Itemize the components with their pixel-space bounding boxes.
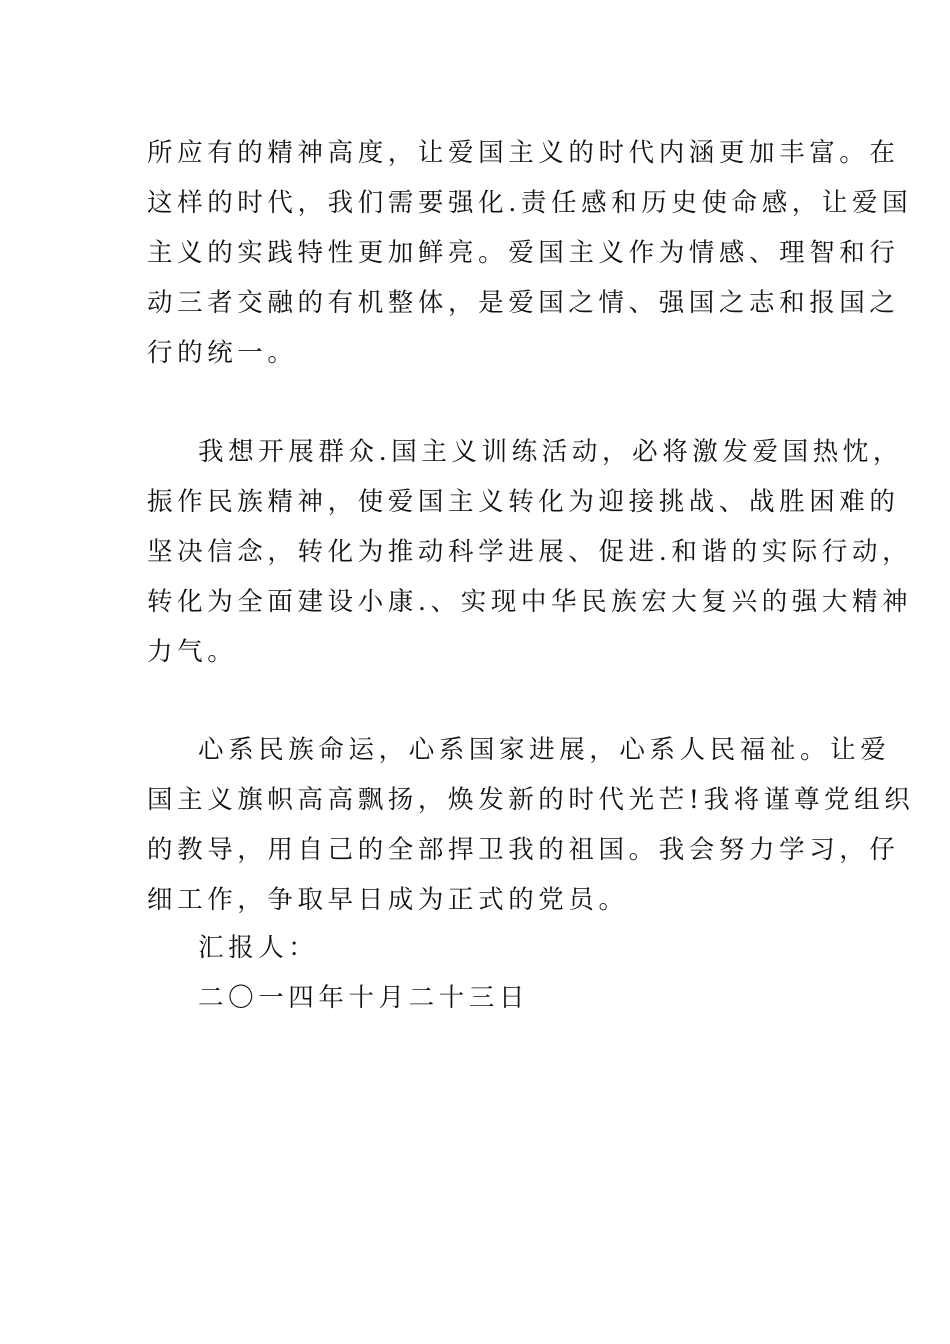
paragraph-1-line-5: 行的统一。 <box>147 338 298 368</box>
paragraph-3-line-3: 的教导，用自己的全部捍卫我的祖国。我会努力学习，仔 <box>147 835 900 865</box>
reporter-label: 汇报人： <box>198 933 319 963</box>
paragraph-1-line-2: 这样的时代，我们需要强化.责任感和历史使命感，让爱国 <box>147 188 913 218</box>
paragraph-2-line-4: 转化为全面建设小康.、实现中华民族宏大复兴的强大精神 <box>147 587 913 617</box>
paragraph-1-line-4: 动三者交融的有机整体，是爱国之情、强国之志和报国之 <box>147 288 900 318</box>
paragraph-3-line-1: 心系民族命运，心系国家进展，心系人民福祉。让爱 <box>198 735 891 765</box>
paragraph-2-line-5: 力气。 <box>147 637 238 667</box>
report-date: 二〇一四年十月二十三日 <box>198 983 530 1013</box>
paragraph-1-line-1: 所应有的精神高度，让爱国主义的时代内涵更加丰富。在 <box>147 138 900 168</box>
paragraph-3-line-4: 细工作，争取早日成为正式的党员。 <box>147 885 629 915</box>
paragraph-2-line-1: 我想开展群众.国主义训练活动，必将激发爱国热忱， <box>198 437 904 467</box>
paragraph-2-line-3: 坚决信念，转化为推动科学进展、促进.和谐的实际行动， <box>147 537 913 567</box>
paragraph-2-line-2: 振作民族精神，使爱国主义转化为迎接挑战、战胜困难的 <box>147 487 900 517</box>
paragraph-3-line-2: 国主义旗帜高高飘扬，焕发新的时代光芒!我将谨尊党组织 <box>147 785 915 815</box>
paragraph-1-line-3: 主义的实践特性更加鲜亮。爱国主义作为情感、理智和行 <box>147 238 900 268</box>
